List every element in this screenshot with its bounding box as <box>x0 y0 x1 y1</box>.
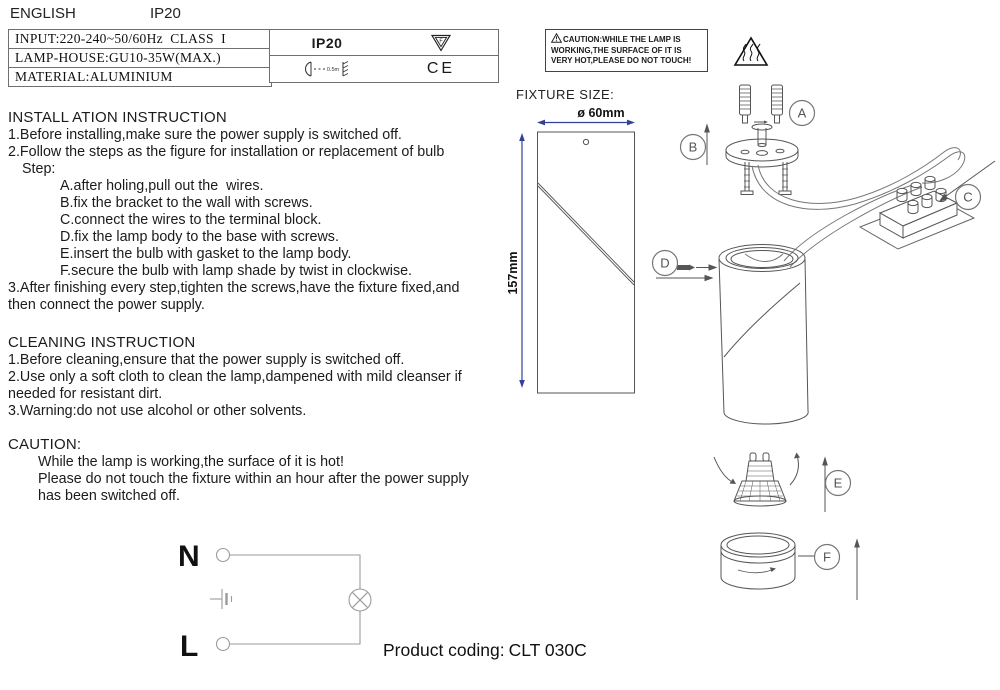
step-arrows <box>656 125 995 600</box>
step-label-B <box>681 135 706 160</box>
circuit-lines <box>210 549 371 651</box>
ip-rating-label: IP20 <box>311 34 343 51</box>
mounting-bracket <box>726 124 798 167</box>
caution-section <box>8 435 513 505</box>
assembly-diagram <box>650 25 1000 625</box>
step-label-D <box>653 251 678 276</box>
height-dimension-label: 157mm <box>506 251 520 295</box>
instruction-line: Step: <box>22 161 56 177</box>
certification-row-2 <box>270 56 498 81</box>
caution-box-text: CAUTION:WHILE THE LAMP IS WORKING,THE SURFACE OF IT IS VERY HOT,PLEASE DO NOT TOUCH! <box>551 35 692 66</box>
step-labels <box>653 101 981 570</box>
cleaning-section <box>8 333 513 420</box>
wiring-diagram <box>168 525 398 670</box>
diameter-dimension-line <box>537 120 635 126</box>
step-label-F <box>815 545 840 570</box>
instruction-line: D.fix the lamp body to the base with screws. <box>60 229 339 245</box>
instruction-line: B.fix the bracket to the wall with screws. <box>60 195 313 211</box>
fixture-size-drawing <box>498 86 648 406</box>
svg-text:A: A <box>797 105 807 121</box>
instruction-line: then connect the power supply. <box>8 297 205 313</box>
instruction-line: While the lamp is working,the surface of it is hot! <box>38 454 344 470</box>
instruction-line: 1.Before installing,make sure the power supply is switched off. <box>8 127 402 143</box>
height-dimension-line <box>519 133 525 388</box>
f-mark-icon <box>384 34 498 52</box>
svg-text:C: C <box>963 189 973 205</box>
gu10-bulb <box>714 453 800 507</box>
lamp-shade <box>721 533 795 589</box>
step-label-A <box>790 101 815 126</box>
product-coding <box>383 640 591 661</box>
instruction-line: 2.Use only a soft cloth to clean the lamp,dampened with mild cleanser if <box>8 369 462 385</box>
installation-title: INSTALL ATION INSTRUCTION <box>8 109 227 126</box>
certification-row-1 <box>270 30 498 56</box>
ce-mark: CE <box>426 59 456 77</box>
instruction-line: 1.Before cleaning,ensure that the power supply is switched off. <box>8 352 405 368</box>
svg-text:F: F <box>823 549 831 565</box>
terminal-block <box>860 176 974 249</box>
instruction-line: 3.Warning:do not use alcohol or other solvents. <box>8 403 307 419</box>
instruction-line: E.insert the bulb with gasket to the lamp body. <box>60 246 352 262</box>
language-label: ENGLISH <box>10 5 76 22</box>
instruction-line: F.secure the bulb with lamp shade by twist in clockwise. <box>60 263 413 279</box>
instruction-line: has been switched off. <box>38 488 181 504</box>
min-distance-icon <box>270 60 384 78</box>
installation-section <box>8 108 513 314</box>
certification-box <box>269 29 499 83</box>
product-code: CLT 030C <box>508 640 587 660</box>
caution-title: CAUTION: <box>8 436 82 453</box>
instruction-line: 3.After finishing every step,tighten the screws,have the fixture fixed,and <box>8 280 460 296</box>
svg-text:E: E <box>833 475 843 491</box>
instruction-line: 2.Follow the steps as the figure for installation or replacement of bulb <box>8 144 445 160</box>
fixture-outline <box>538 132 635 393</box>
spec-table <box>8 29 272 87</box>
live-label: L <box>180 630 199 663</box>
fixture-size-title: FIXTURE SIZE: <box>516 87 615 102</box>
warning-triangle-icon <box>551 33 562 43</box>
neutral-label: N <box>178 540 200 573</box>
spec-row-input: INPUT:220-240~50/60Hz CLASS I <box>9 30 271 49</box>
lamp-body <box>719 245 808 425</box>
wall-anchors <box>740 85 783 124</box>
diameter-dimension-label: ø 60mm <box>577 106 625 120</box>
spec-row-lamp-house: LAMP-HOUSE:GU10-35W(MAX.) <box>9 49 271 68</box>
instruction-line: Please do not touch the fixture within an hour after the power supply <box>38 471 469 487</box>
svg-text:B: B <box>688 139 698 155</box>
svg-text:D: D <box>660 255 670 271</box>
min-distance-value: 0.5m <box>326 66 340 73</box>
product-coding-label: Product coding: <box>383 640 505 660</box>
instruction-line: A.after holing,pull out the wires. <box>60 178 264 194</box>
spec-row-material: MATERIAL:ALUMINIUM <box>15 69 173 84</box>
cleaning-title: CLEANING INSTRUCTION <box>8 334 196 351</box>
ip-rating-header: IP20 <box>150 5 181 22</box>
f-mark-letter: F <box>439 38 443 45</box>
instruction-line: needed for resistant dirt. <box>8 386 163 402</box>
instruction-line: C.connect the wires to the terminal block. <box>60 212 322 228</box>
hot-surface-icon <box>735 38 767 65</box>
step-label-C <box>956 185 981 210</box>
step-label-E <box>826 471 851 496</box>
